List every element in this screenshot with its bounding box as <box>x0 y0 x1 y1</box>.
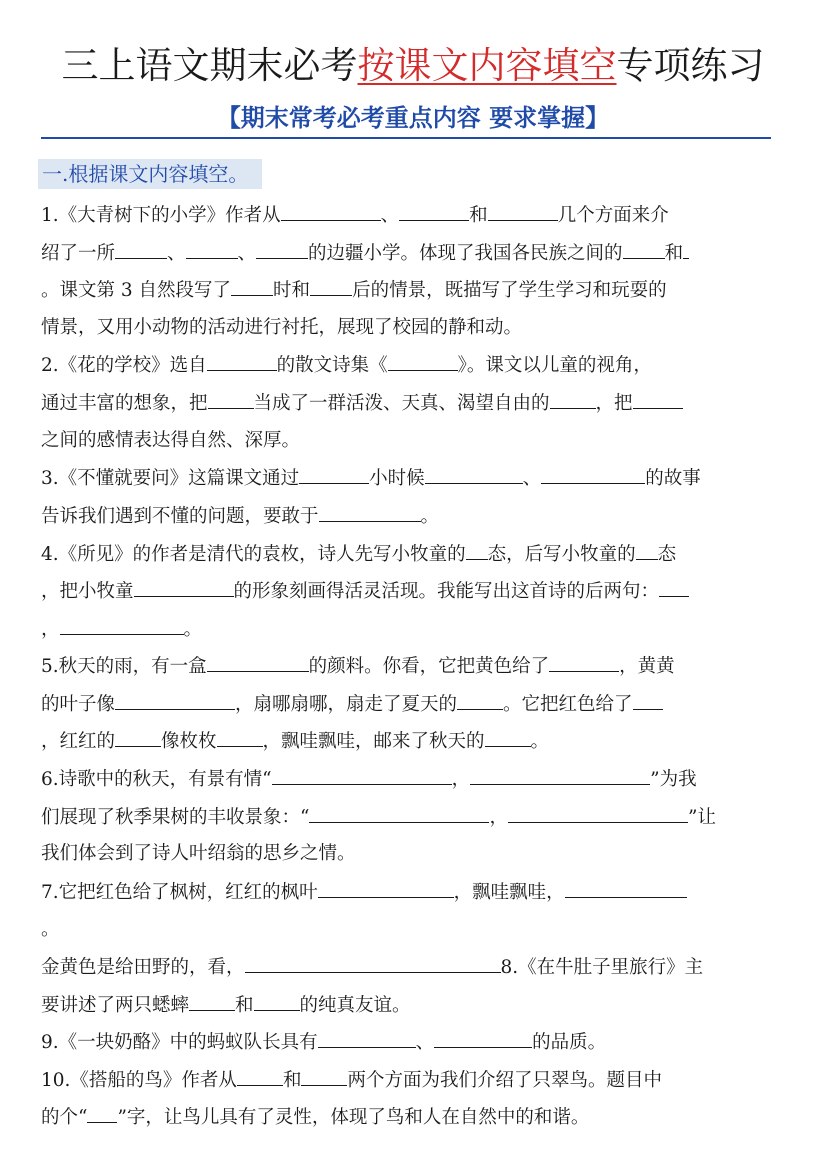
line-text: ，黄黄 <box>619 656 675 677</box>
line-text: 和 <box>469 205 488 226</box>
line-text: 和 <box>664 243 684 264</box>
line-text: 时和 <box>273 280 311 301</box>
line-text: 7.它把红色给了枫树，红红的枫叶 <box>41 882 318 903</box>
line-text: 的颜料。你看，它把黄色给了 <box>308 656 550 677</box>
line-text: 、 <box>237 243 257 264</box>
answer-blank <box>399 202 469 221</box>
exercise-line <box>41 691 786 718</box>
line-text: 我们体会到了诗人叶绍翁的思乡之情。 <box>41 843 356 864</box>
line-text: 》。课文以儿童的视角， <box>457 355 652 376</box>
exercise-line <box>41 917 786 943</box>
answer-blank <box>281 202 381 221</box>
line-text: 3.《不懂就要问》这篇课文通过 <box>41 468 300 489</box>
answer-blank <box>318 879 454 898</box>
exercise-line <box>41 653 786 680</box>
answer-blank <box>256 240 308 259</box>
line-text: 通过丰富的想象，把 <box>41 393 208 414</box>
line-text: 。它把红色给了 <box>503 694 633 715</box>
section-heading: 一.根据课文内容填空。 <box>38 159 262 189</box>
line-text: 的叶子像 <box>41 694 116 715</box>
answer-blank <box>541 465 645 484</box>
answer-blank <box>633 390 683 409</box>
line-text: 。 <box>530 731 550 752</box>
answer-blank <box>636 541 658 560</box>
line-text: 、 <box>167 243 186 264</box>
answer-blank <box>299 465 369 484</box>
line-text: 几个方面来介 <box>557 205 669 226</box>
exercise-line <box>41 841 786 867</box>
line-text: ， <box>489 807 508 828</box>
line-text: 情景，又用小动物的活动进行衬托，展现了校园的静和动。 <box>41 317 523 338</box>
line-text: ，红红的 <box>41 731 116 752</box>
answer-blank <box>207 653 309 672</box>
exercise-line <box>41 879 786 906</box>
answer-blank <box>319 503 421 522</box>
exercise-line <box>41 954 786 981</box>
answer-blank <box>488 202 558 221</box>
answer-blank <box>186 240 238 259</box>
exercise-line <box>41 1029 786 1056</box>
exercise-line <box>41 541 786 568</box>
answer-blank <box>208 390 254 409</box>
answer-blank <box>217 728 263 747</box>
answer-blank <box>550 390 596 409</box>
line-text: 和 <box>235 995 254 1016</box>
answer-blank <box>434 1029 532 1048</box>
line-text: ，把 <box>595 393 633 414</box>
answer-blank <box>549 653 619 672</box>
line-text: 像枚枚 <box>161 731 217 752</box>
exercise-line <box>41 352 786 379</box>
line-text: 之间的感情表达得自然、深厚。 <box>41 430 301 451</box>
line-text: 当成了一群活泼、天真、渴望自由的 <box>253 393 550 414</box>
line-text: 。 <box>183 619 203 640</box>
answer-blank <box>272 766 452 785</box>
answer-blank <box>254 992 300 1011</box>
answer-blank <box>633 691 663 710</box>
exercise-line <box>41 503 786 530</box>
line-text: ，飘哇飘哇， <box>453 882 565 903</box>
answer-blank <box>683 240 689 259</box>
exercise-line <box>41 428 786 454</box>
line-text: 们展现了秋季果树的丰收景象：“ <box>41 807 310 828</box>
answer-blank <box>310 277 352 296</box>
answer-blank <box>470 766 650 785</box>
title-divider <box>41 137 771 139</box>
answer-blank <box>207 352 277 371</box>
line-text: 1.《大青树下的小学》作者从 <box>41 205 281 226</box>
line-text: 态 <box>657 544 677 565</box>
exercise-line <box>41 390 786 417</box>
page-subtitle: 【期末常考必考重点内容 要求掌握】 <box>216 103 610 132</box>
line-text: 2.《花的学校》选自 <box>41 355 207 376</box>
line-text: 、 <box>380 205 400 226</box>
line-text: 态，后写小牧童的 <box>487 544 636 565</box>
answer-blank <box>466 541 488 560</box>
answer-blank <box>245 954 501 973</box>
line-text: 5.秋天的雨，有一盒 <box>41 656 207 677</box>
line-text: 的故事 <box>645 468 701 489</box>
answer-blank <box>388 352 458 371</box>
exercise-line <box>41 240 786 267</box>
answer-blank <box>115 691 235 710</box>
answer-blank <box>309 804 489 823</box>
title-highlight: 按课文内容填空 <box>357 44 617 87</box>
answer-blank <box>189 992 235 1011</box>
line-text: ，飘哇飘哇，邮来了秋天的 <box>262 731 485 752</box>
exercise-line <box>41 804 786 831</box>
line-text: 两个方面为我们介绍了只翠鸟。题目中 <box>347 1070 662 1091</box>
line-text: 10.《搭船的鸟》作者从 <box>41 1070 237 1091</box>
answer-blank <box>318 1029 416 1048</box>
line-text: 的形象刻画得活灵活现。我能写出这首诗的后两句： <box>233 581 660 602</box>
exercise-line <box>41 277 786 304</box>
title-part1: 三上语文期末必考 <box>61 44 358 87</box>
answer-blank <box>485 728 531 747</box>
answer-blank <box>659 578 689 597</box>
line-text: 、 <box>522 468 542 489</box>
line-text: 4.《所见》的作者是清代的袁枚，诗人先写小牧童的 <box>41 544 466 565</box>
exercise-line <box>41 992 786 1019</box>
answer-blank <box>237 1067 283 1086</box>
answer-blank <box>87 1104 117 1123</box>
line-text: 后的情景，既描写了学生学习和玩耍的 <box>352 280 667 301</box>
answer-blank <box>457 691 503 710</box>
exercise-line <box>41 578 786 605</box>
page-title <box>0 42 826 90</box>
line-text: 的个“ <box>41 1107 88 1128</box>
exercise-line <box>41 766 786 793</box>
line-text: 的散文诗集《 <box>276 355 388 376</box>
line-text: 。 <box>41 919 60 940</box>
line-text: 、 <box>415 1032 435 1053</box>
exercise-line <box>41 616 786 643</box>
line-text: 告诉我们遇到不懂的问题，要敢于 <box>41 506 319 527</box>
line-text: 绍了一所 <box>41 243 116 264</box>
line-text: 的品质。 <box>532 1032 607 1053</box>
answer-blank <box>231 277 273 296</box>
answer-blank <box>565 879 687 898</box>
line-text: ，把小牧童 <box>41 581 134 602</box>
line-text: 8.《在牛肚子里旅行》主 <box>500 957 704 978</box>
line-text: 金黄色是给田野的，看， <box>41 957 245 978</box>
answer-blank <box>60 616 184 635</box>
answer-blank <box>301 1067 347 1086</box>
answer-blank <box>425 465 523 484</box>
exercise-line <box>41 1104 786 1131</box>
exercise-line <box>41 465 786 492</box>
line-text: 。课文第 3 自然段写了 <box>41 280 232 301</box>
line-text: ”为我 <box>650 769 697 790</box>
line-text: 的纯真友谊。 <box>299 995 411 1016</box>
line-text: 和 <box>282 1070 302 1091</box>
line-text: ， <box>451 769 471 790</box>
line-text: ，扇哪扇哪，扇走了夏天的 <box>235 694 458 715</box>
answer-blank <box>115 240 167 259</box>
line-text: 6.诗歌中的秋天，有景有情“ <box>41 769 272 790</box>
line-text: 9.《一块奶酪》中的蚂蚁队长具有 <box>41 1032 318 1053</box>
answer-blank <box>508 804 688 823</box>
line-text: 小时候 <box>369 468 425 489</box>
answer-blank <box>115 728 161 747</box>
exercise-line <box>41 202 786 229</box>
line-text: ”让 <box>687 807 716 828</box>
answer-blank <box>623 240 665 259</box>
line-text: 。 <box>420 506 440 527</box>
line-text: 要讲述了两只蟋蟀 <box>41 995 190 1016</box>
line-text: 的边疆小学。体现了我国各民族之间的 <box>308 243 623 264</box>
title-part2: 专项练习 <box>616 44 765 87</box>
answer-blank <box>134 578 234 597</box>
exercise-line <box>41 728 786 755</box>
line-text: ”字，让鸟儿具有了灵性，体现了鸟和人在自然中的和谐。 <box>117 1107 590 1128</box>
line-text: ， <box>41 619 60 640</box>
exercise-line <box>41 1067 786 1094</box>
exercise-line <box>41 315 786 341</box>
